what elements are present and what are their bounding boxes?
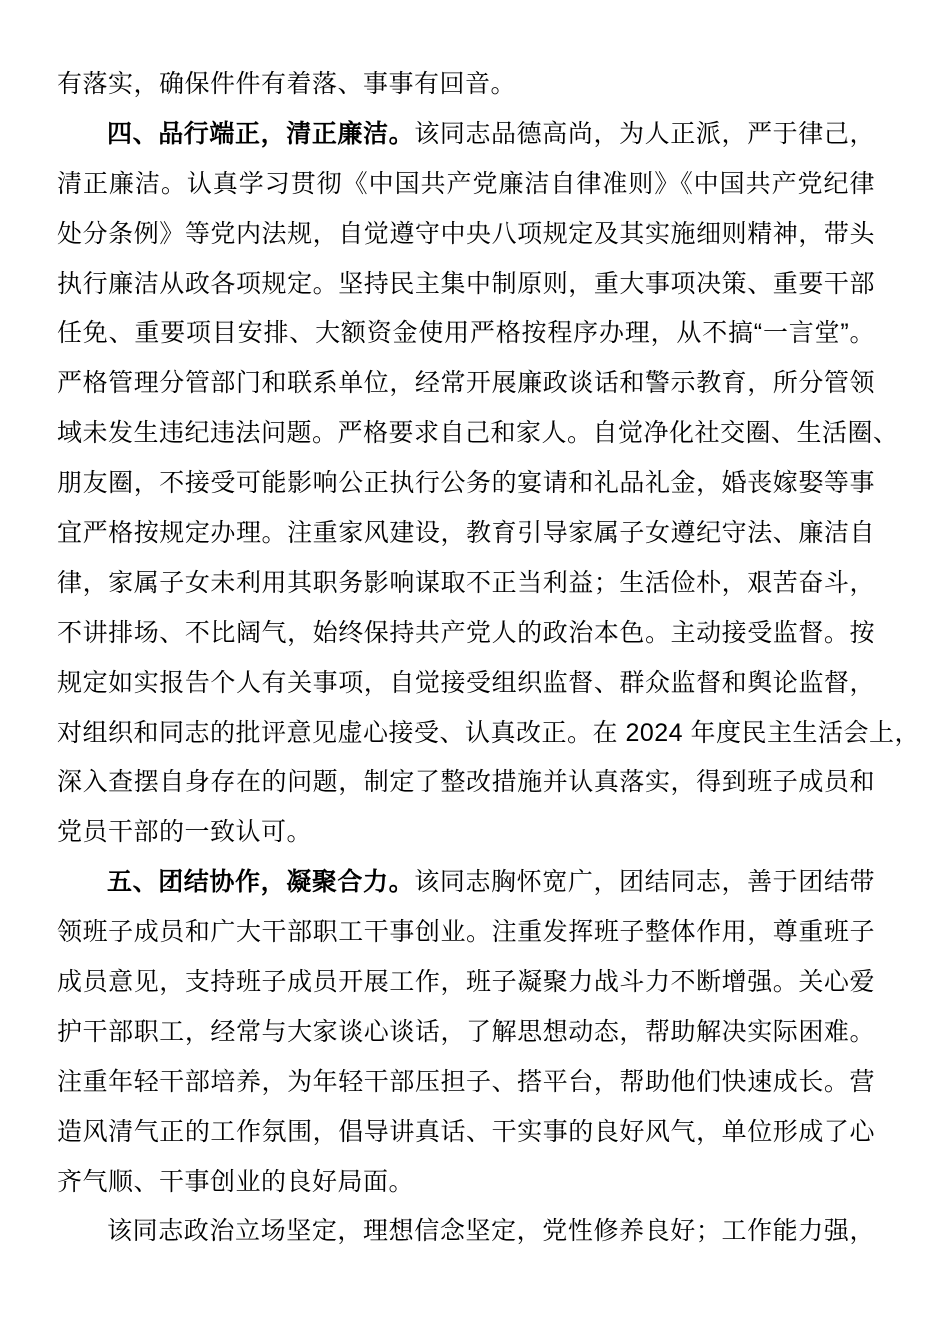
text-line: 深入查摆自身存在的问题，制定了整改措施并认真落实，得到班子成员和	[57, 768, 875, 797]
text-line: 域未发生违纪违法问题。严格要求自己和家人。自觉净化社交圈、生活圈、	[57, 419, 899, 448]
text-line: 齐气顺、干事创业的良好局面。	[57, 1167, 415, 1196]
text-line: 不讲排场、不比阔气，始终保持共产党人的政治本色。主动接受监督。按	[57, 618, 875, 647]
text-line: 规定如实报告个人有关事项，自觉接受组织监督、群众监督和舆论监督，	[57, 668, 875, 697]
text-line: 该同志政治立场坚定，理想信念坚定，党性修养良好；工作能力强，	[107, 1217, 875, 1246]
text-line: 宜严格按规定办理。注重家风建设，教育引导家属子女遵纪守法、廉洁自	[57, 519, 875, 548]
text-line: 五、团结协作，凝聚合力。该同志胸怀宽广，团结同志，善于团结带	[107, 868, 875, 897]
document-text-block	[57, 60, 921, 1257]
text-line: 党员干部的一致认可。	[57, 818, 313, 847]
text-line: 注重年轻干部培养，为年轻干部压担子、搭平台，帮助他们快速成长。营	[57, 1067, 875, 1096]
text-line: 执行廉洁从政各项规定。坚持民主集中制原则，重大事项决策、重要干部	[57, 269, 875, 298]
section-heading: 四、品行端正，清正廉洁。	[107, 119, 415, 148]
text-line: 处分条例》等党内法规，自觉遵守中央八项规定及其实施细则精神，带头	[57, 219, 875, 248]
text-line: 朋友圈，不接受可能影响公正执行公务的宴请和礼品礼金，婚丧嫁娶等事	[57, 469, 875, 498]
text-line: 律，家属子女未利用其职务影响谋取不正当利益；生活俭朴，艰苦奋斗，	[57, 568, 875, 597]
text-line: 造风清气正的工作氛围，倡导讲真话、干实事的良好风气，单位形成了心	[57, 1117, 875, 1146]
section-heading: 五、团结协作，凝聚合力。	[107, 868, 415, 897]
text-line: 有落实，确保件件有着落、事事有回音。	[57, 70, 517, 98]
text-line: 护干部职工，经常与大家谈心谈话，了解思想动态，帮助解决实际困难。	[57, 1017, 875, 1046]
text-line: 成员意见，支持班子成员开展工作，班子凝聚力战斗力不断增强。关心爱	[57, 968, 875, 997]
text-line: 对组织和同志的批评意见虚心接受、认真改正。在 2024 年度民主生活会上，	[57, 718, 921, 747]
text-line: 领班子成员和广大干部职工干事创业。注重发挥班子整体作用，尊重班子	[57, 918, 875, 947]
text-line: 四、品行端正，清正廉洁。该同志品德高尚，为人正派，严于律己，	[107, 119, 875, 148]
text-line: 任免、重要项目安排、大额资金使用严格按程序办理，从不搞“一言堂”。	[57, 319, 875, 348]
text-line: 严格管理分管部门和联系单位，经常开展廉政谈话和警示教育，所分管领	[57, 369, 875, 398]
text-line: 清正廉洁。认真学习贯彻《中国共产党廉洁自律准则》《中国共产党纪律	[57, 169, 875, 198]
